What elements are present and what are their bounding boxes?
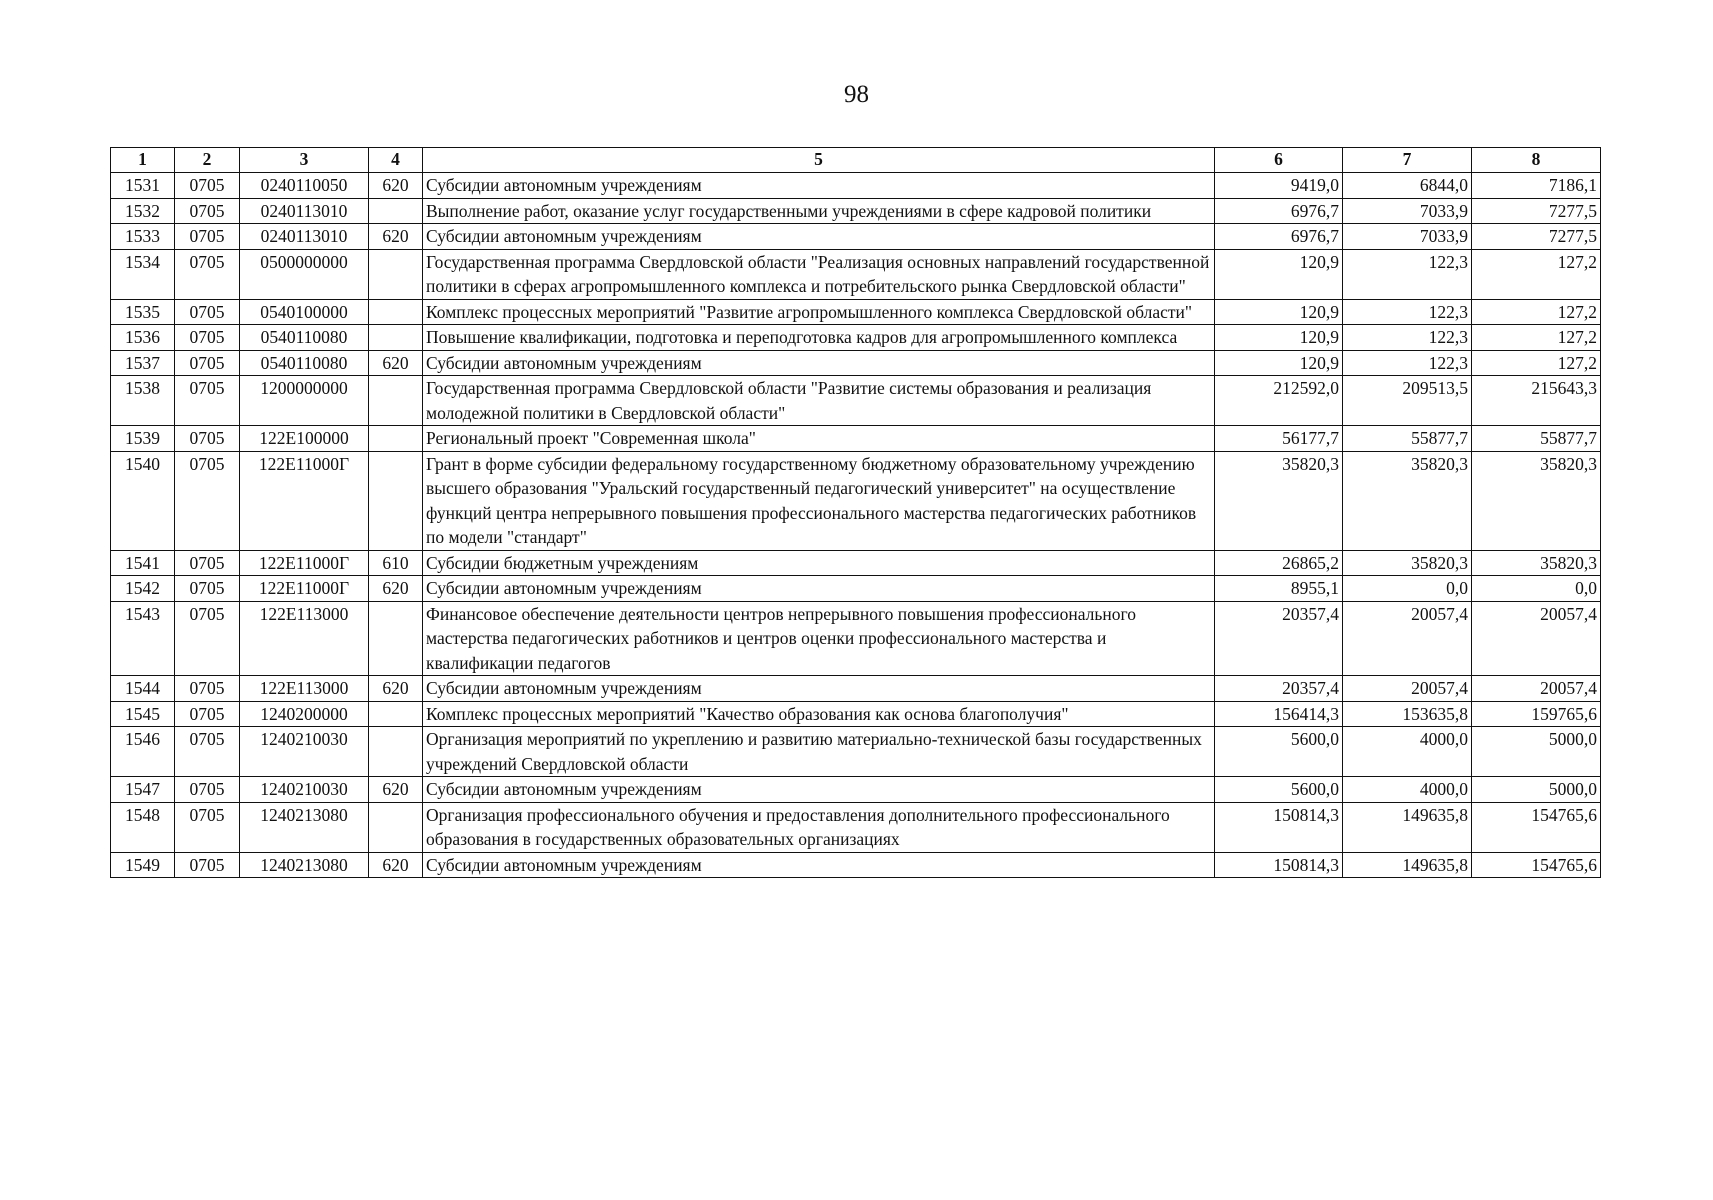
table-row (111, 299, 1601, 325)
target-article-code-cell: 1240200000 (240, 701, 369, 727)
item-name-cell: Субсидии автономным учреждениям (423, 777, 1215, 803)
row-number-cell: 1545 (111, 701, 175, 727)
section-code-cell: 0705 (175, 451, 240, 550)
table-row (111, 727, 1601, 777)
expense-type-code-cell: 620 (369, 852, 423, 878)
amount-cell-col8: 0,0 (1472, 576, 1601, 602)
amount-cell-col6: 26865,2 (1215, 550, 1343, 576)
expense-type-code-cell: 610 (369, 550, 423, 576)
table-row (111, 249, 1601, 299)
table-row (111, 852, 1601, 878)
table-row (111, 198, 1601, 224)
table-row (111, 676, 1601, 702)
amount-cell-col6: 212592,0 (1215, 376, 1343, 426)
expense-type-code-cell: 620 (369, 676, 423, 702)
amount-cell-col7: 20057,4 (1343, 601, 1472, 676)
expense-type-code-cell (369, 701, 423, 727)
column-header: 8 (1472, 148, 1601, 173)
target-article-code-cell: 122Е113000 (240, 601, 369, 676)
target-article-code-cell: 1200000000 (240, 376, 369, 426)
expense-type-code-cell (369, 299, 423, 325)
column-header: 2 (175, 148, 240, 173)
expense-type-code-cell (369, 727, 423, 777)
target-article-code-cell: 0500000000 (240, 249, 369, 299)
row-number-cell: 1549 (111, 852, 175, 878)
amount-cell-col8: 7277,5 (1472, 224, 1601, 250)
item-name-cell: Комплекс процессных мероприятий "Развитие агропромышленного комплекса Свердловской области" (423, 299, 1215, 325)
section-code-cell: 0705 (175, 802, 240, 852)
column-header: 4 (369, 148, 423, 173)
amount-cell-col8: 35820,3 (1472, 451, 1601, 550)
amount-cell-col6: 56177,7 (1215, 426, 1343, 452)
section-code-cell: 0705 (175, 173, 240, 199)
item-name-cell: Субсидии автономным учреждениям (423, 224, 1215, 250)
expense-type-code-cell (369, 325, 423, 351)
amount-cell-col6: 120,9 (1215, 299, 1343, 325)
amount-cell-col6: 120,9 (1215, 249, 1343, 299)
table-row (111, 601, 1601, 676)
row-number-cell: 1548 (111, 802, 175, 852)
target-article-code-cell: 0540100000 (240, 299, 369, 325)
amount-cell-col7: 122,3 (1343, 249, 1472, 299)
amount-cell-col6: 120,9 (1215, 325, 1343, 351)
row-number-cell: 1543 (111, 601, 175, 676)
item-name-cell: Организация мероприятий по укреплению и развитию материально-технической базы государственных учреждений Свердловской области (423, 727, 1215, 777)
expense-type-code-cell (369, 802, 423, 852)
item-name-cell: Субсидии бюджетным учреждениям (423, 550, 1215, 576)
amount-cell-col7: 122,3 (1343, 350, 1472, 376)
target-article-code-cell: 1240210030 (240, 777, 369, 803)
section-code-cell: 0705 (175, 350, 240, 376)
amount-cell-col6: 156414,3 (1215, 701, 1343, 727)
target-article-code-cell: 1240213080 (240, 802, 369, 852)
expense-type-code-cell (369, 426, 423, 452)
amount-cell-col7: 4000,0 (1343, 727, 1472, 777)
row-number-cell: 1531 (111, 173, 175, 199)
expense-type-code-cell (369, 198, 423, 224)
item-name-cell: Субсидии автономным учреждениям (423, 576, 1215, 602)
amount-cell-col6: 20357,4 (1215, 601, 1343, 676)
amount-cell-col7: 35820,3 (1343, 550, 1472, 576)
row-number-cell: 1546 (111, 727, 175, 777)
section-code-cell: 0705 (175, 852, 240, 878)
row-number-cell: 1536 (111, 325, 175, 351)
amount-cell-col7: 149635,8 (1343, 852, 1472, 878)
row-number-cell: 1547 (111, 777, 175, 803)
item-name-cell: Комплекс процессных мероприятий "Качество образования как основа благополучия" (423, 701, 1215, 727)
table-body (111, 173, 1601, 878)
amount-cell-col6: 150814,3 (1215, 852, 1343, 878)
row-number-cell: 1538 (111, 376, 175, 426)
budget-table (110, 147, 1601, 878)
row-number-cell: 1532 (111, 198, 175, 224)
section-code-cell: 0705 (175, 198, 240, 224)
amount-cell-col7: 7033,9 (1343, 198, 1472, 224)
target-article-code-cell: 0240113010 (240, 224, 369, 250)
section-code-cell: 0705 (175, 426, 240, 452)
target-article-code-cell: 0540110080 (240, 350, 369, 376)
page-number: 98 (844, 81, 869, 108)
expense-type-code-cell: 620 (369, 173, 423, 199)
column-header: 6 (1215, 148, 1343, 173)
section-code-cell: 0705 (175, 576, 240, 602)
column-header: 3 (240, 148, 369, 173)
table-row (111, 777, 1601, 803)
amount-cell-col6: 6976,7 (1215, 198, 1343, 224)
expense-type-code-cell: 620 (369, 576, 423, 602)
amount-cell-col6: 35820,3 (1215, 451, 1343, 550)
header-row (111, 148, 1601, 173)
row-number-cell: 1534 (111, 249, 175, 299)
amount-cell-col8: 20057,4 (1472, 601, 1601, 676)
table-row (111, 576, 1601, 602)
section-code-cell: 0705 (175, 325, 240, 351)
section-code-cell: 0705 (175, 376, 240, 426)
amount-cell-col8: 7186,1 (1472, 173, 1601, 199)
row-number-cell: 1540 (111, 451, 175, 550)
table-row (111, 802, 1601, 852)
section-code-cell: 0705 (175, 727, 240, 777)
section-code-cell: 0705 (175, 601, 240, 676)
amount-cell-col8: 154765,6 (1472, 802, 1601, 852)
table-row (111, 701, 1601, 727)
item-name-cell: Государственная программа Свердловской области "Развитие системы образования и реализация молодежной политики в Свердловской области" (423, 376, 1215, 426)
section-code-cell: 0705 (175, 777, 240, 803)
target-article-code-cell: 1240210030 (240, 727, 369, 777)
target-article-code-cell: 0240113010 (240, 198, 369, 224)
amount-cell-col8: 5000,0 (1472, 777, 1601, 803)
amount-cell-col6: 5600,0 (1215, 727, 1343, 777)
table-row (111, 426, 1601, 452)
column-header: 7 (1343, 148, 1472, 173)
row-number-cell: 1533 (111, 224, 175, 250)
amount-cell-col8: 5000,0 (1472, 727, 1601, 777)
amount-cell-col8: 55877,7 (1472, 426, 1601, 452)
amount-cell-col8: 154765,6 (1472, 852, 1601, 878)
section-code-cell: 0705 (175, 550, 240, 576)
amount-cell-col7: 122,3 (1343, 299, 1472, 325)
amount-cell-col6: 5600,0 (1215, 777, 1343, 803)
amount-cell-col6: 8955,1 (1215, 576, 1343, 602)
table-row (111, 550, 1601, 576)
section-code-cell: 0705 (175, 676, 240, 702)
expense-type-code-cell: 620 (369, 224, 423, 250)
amount-cell-col6: 120,9 (1215, 350, 1343, 376)
item-name-cell: Субсидии автономным учреждениям (423, 676, 1215, 702)
column-header: 5 (423, 148, 1215, 173)
item-name-cell: Государственная программа Свердловской области "Реализация основных направлений государственной политики в сферах агропромышленного комплекса и потребительского рынка Свердловской области" (423, 249, 1215, 299)
column-header: 1 (111, 148, 175, 173)
target-article-code-cell: 1240213080 (240, 852, 369, 878)
amount-cell-col7: 149635,8 (1343, 802, 1472, 852)
item-name-cell: Финансовое обеспечение деятельности центров непрерывного повышения профессионального мастерства педагогических работников и центров оценки профессионального мастерства и квалификации педагогов (423, 601, 1215, 676)
section-code-cell: 0705 (175, 224, 240, 250)
amount-cell-col8: 7277,5 (1472, 198, 1601, 224)
item-name-cell: Субсидии автономным учреждениям (423, 173, 1215, 199)
amount-cell-col7: 20057,4 (1343, 676, 1472, 702)
item-name-cell: Региональный проект "Современная школа" (423, 426, 1215, 452)
amount-cell-col8: 159765,6 (1472, 701, 1601, 727)
table-row (111, 350, 1601, 376)
amount-cell-col7: 35820,3 (1343, 451, 1472, 550)
amount-cell-col7: 122,3 (1343, 325, 1472, 351)
amount-cell-col7: 4000,0 (1343, 777, 1472, 803)
row-number-cell: 1544 (111, 676, 175, 702)
table-header (111, 148, 1601, 173)
table-row (111, 376, 1601, 426)
section-code-cell: 0705 (175, 249, 240, 299)
amount-cell-col7: 6844,0 (1343, 173, 1472, 199)
expense-type-code-cell (369, 601, 423, 676)
amount-cell-col7: 153635,8 (1343, 701, 1472, 727)
amount-cell-col7: 7033,9 (1343, 224, 1472, 250)
expense-type-code-cell (369, 249, 423, 299)
target-article-code-cell: 122Е113000 (240, 676, 369, 702)
item-name-cell: Выполнение работ, оказание услуг государственными учреждениями в сфере кадровой политики (423, 198, 1215, 224)
expense-type-code-cell: 620 (369, 777, 423, 803)
target-article-code-cell: 122Е100000 (240, 426, 369, 452)
table-row (111, 224, 1601, 250)
row-number-cell: 1537 (111, 350, 175, 376)
amount-cell-col7: 55877,7 (1343, 426, 1472, 452)
item-name-cell: Повышение квалификации, подготовка и переподготовка кадров для агропромышленного комплекса (423, 325, 1215, 351)
expense-type-code-cell: 620 (369, 350, 423, 376)
target-article-code-cell: 0240110050 (240, 173, 369, 199)
amount-cell-col7: 209513,5 (1343, 376, 1472, 426)
amount-cell-col7: 0,0 (1343, 576, 1472, 602)
amount-cell-col8: 127,2 (1472, 325, 1601, 351)
target-article-code-cell: 122Е11000Г (240, 550, 369, 576)
amount-cell-col8: 215643,3 (1472, 376, 1601, 426)
amount-cell-col8: 127,2 (1472, 249, 1601, 299)
amount-cell-col6: 20357,4 (1215, 676, 1343, 702)
amount-cell-col8: 20057,4 (1472, 676, 1601, 702)
row-number-cell: 1539 (111, 426, 175, 452)
amount-cell-col6: 150814,3 (1215, 802, 1343, 852)
amount-cell-col8: 127,2 (1472, 350, 1601, 376)
row-number-cell: 1542 (111, 576, 175, 602)
item-name-cell: Грант в форме субсидии федеральному государственному бюджетному образовательному учреждению высшего образования "Уральский государственный педагогический университет" на осуществление функций центра непрерывного повышения профессионального мастерства педагогических работников по модели "стандарт" (423, 451, 1215, 550)
row-number-cell: 1541 (111, 550, 175, 576)
expense-type-code-cell (369, 451, 423, 550)
item-name-cell: Субсидии автономным учреждениям (423, 852, 1215, 878)
table-row (111, 451, 1601, 550)
section-code-cell: 0705 (175, 299, 240, 325)
target-article-code-cell: 122Е11000Г (240, 451, 369, 550)
amount-cell-col6: 9419,0 (1215, 173, 1343, 199)
item-name-cell: Субсидии автономным учреждениям (423, 350, 1215, 376)
table-row (111, 325, 1601, 351)
amount-cell-col8: 35820,3 (1472, 550, 1601, 576)
expense-type-code-cell (369, 376, 423, 426)
item-name-cell: Организация профессионального обучения и предоставления дополнительного профессионального образования в государственных образовательных организациях (423, 802, 1215, 852)
table-row (111, 173, 1601, 199)
row-number-cell: 1535 (111, 299, 175, 325)
section-code-cell: 0705 (175, 701, 240, 727)
amount-cell-col6: 6976,7 (1215, 224, 1343, 250)
target-article-code-cell: 0540110080 (240, 325, 369, 351)
target-article-code-cell: 122Е11000Г (240, 576, 369, 602)
amount-cell-col8: 127,2 (1472, 299, 1601, 325)
